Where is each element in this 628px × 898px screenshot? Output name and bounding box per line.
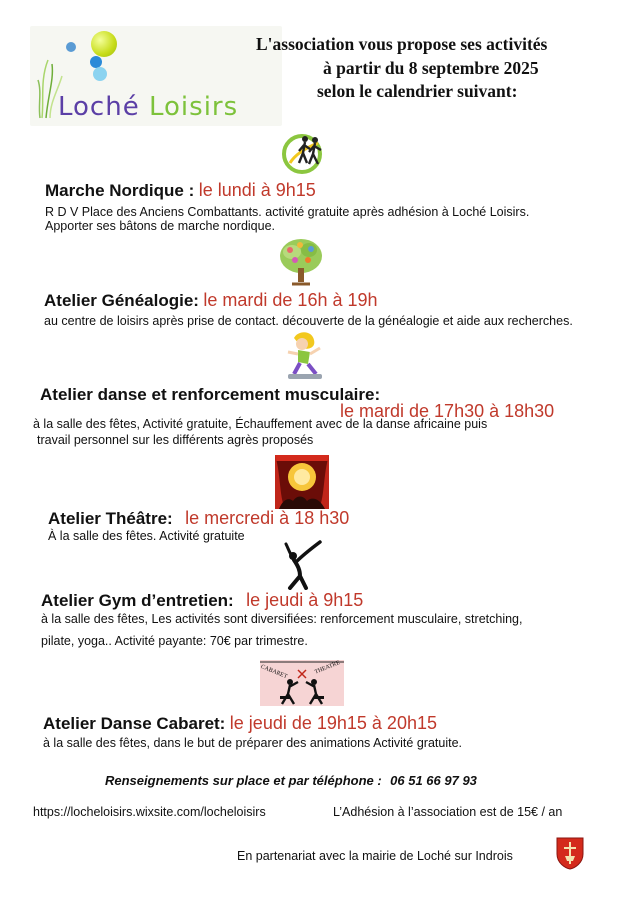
activity-schedule: le mercredi à 18 h30	[185, 508, 350, 528]
activity-cabaret-heading	[43, 713, 437, 734]
activity-title: Atelier Gym d’entretien:	[41, 591, 234, 610]
activity-description: R D V Place des Anciens Combattants. activité gratuite après adhésion à Loché Loisirs.	[45, 205, 530, 219]
activity-title: Atelier Généalogie:	[44, 291, 199, 310]
activity-description: travail personnel sur les différents agrès proposés	[37, 433, 314, 447]
activity-description: à la salle des fêtes, Les activités sont diversifiées: renforcement musculaire, stretching,	[41, 612, 523, 626]
contact-info-label: Renseignements sur place et par téléphone :	[105, 773, 382, 788]
activity-schedule: le mardi de 16h à 19h	[203, 290, 378, 310]
activity-schedule: le jeudi à 9h15	[246, 590, 364, 610]
activity-description: pilate, yoga.. Activité payante: 70€ par trimestre.	[41, 634, 308, 648]
cabaret-label: CABARET	[259, 664, 288, 681]
activity-schedule: le mardi de 17h30 à 18h30	[340, 401, 555, 421]
activity-description: à la salle des fêtes, dans le but de préparer des animations Activité gratuite.	[43, 736, 462, 750]
activity-title: Atelier Danse Cabaret:	[43, 714, 226, 733]
theatre-stage-icon	[275, 455, 329, 509]
activity-title: Atelier danse et renforcement musculaire:	[40, 385, 381, 404]
website-link[interactable]: https://locheloisirs.wixsite.com/locheloisirs	[33, 805, 266, 819]
activity-genealogie-heading	[44, 290, 378, 311]
logo-word-loche: Loché	[58, 92, 140, 122]
cabaret-theatre-icon	[260, 660, 344, 706]
activity-theatre-heading	[48, 508, 349, 529]
contact-info-line	[105, 772, 477, 790]
phone-number: 06 51 66 97 93	[390, 773, 477, 788]
town-coat-of-arms-icon	[555, 836, 585, 870]
activity-description: À la salle des fêtes. Activité gratuite	[48, 529, 245, 543]
logo-word-loisirs: Loisirs	[148, 92, 239, 122]
stretching-silhouette-icon	[280, 540, 324, 590]
activity-schedule: le lundi à 9h15	[198, 180, 316, 200]
logo-ball	[91, 31, 117, 57]
membership-fee: L’Adhésion à l’association est de 15€ / an	[333, 805, 563, 819]
header-line-3: selon le calendrier suivant:	[317, 81, 518, 101]
activity-marche-nordique-heading	[45, 180, 316, 201]
fitness-girl-icon	[280, 330, 328, 382]
activity-title: Atelier Théâtre:	[48, 509, 173, 528]
theatre-label: THEATRE	[314, 660, 341, 676]
loche-loisirs-logo	[30, 26, 282, 126]
activity-description: à la salle des fêtes, Activité gratuite, Échauffement avec de la danse africaine puis	[33, 417, 488, 431]
logo-dot	[66, 42, 76, 52]
activity-description: au centre de loisirs après prise de contact. découverte de la généalogie et aide aux recherches.	[44, 314, 573, 328]
header-line-1: L'association vous propose ses activités	[256, 34, 548, 54]
activity-gym-heading	[41, 590, 363, 611]
header-line-2: à partir du 8 septembre 2025	[323, 58, 539, 78]
logo-wordmark	[58, 92, 238, 122]
activity-description: Apporter ses bâtons de marche nordique.	[45, 219, 275, 233]
nordic-walking-icon	[282, 133, 328, 175]
family-tree-icon	[278, 236, 324, 286]
activity-schedule: le jeudi de 19h15 à 20h15	[229, 713, 437, 733]
logo-dot	[93, 67, 107, 81]
partnership-text: En partenariat avec la mairie de Loché sur Indrois	[237, 849, 513, 863]
activity-title: Marche Nordique :	[45, 181, 195, 200]
